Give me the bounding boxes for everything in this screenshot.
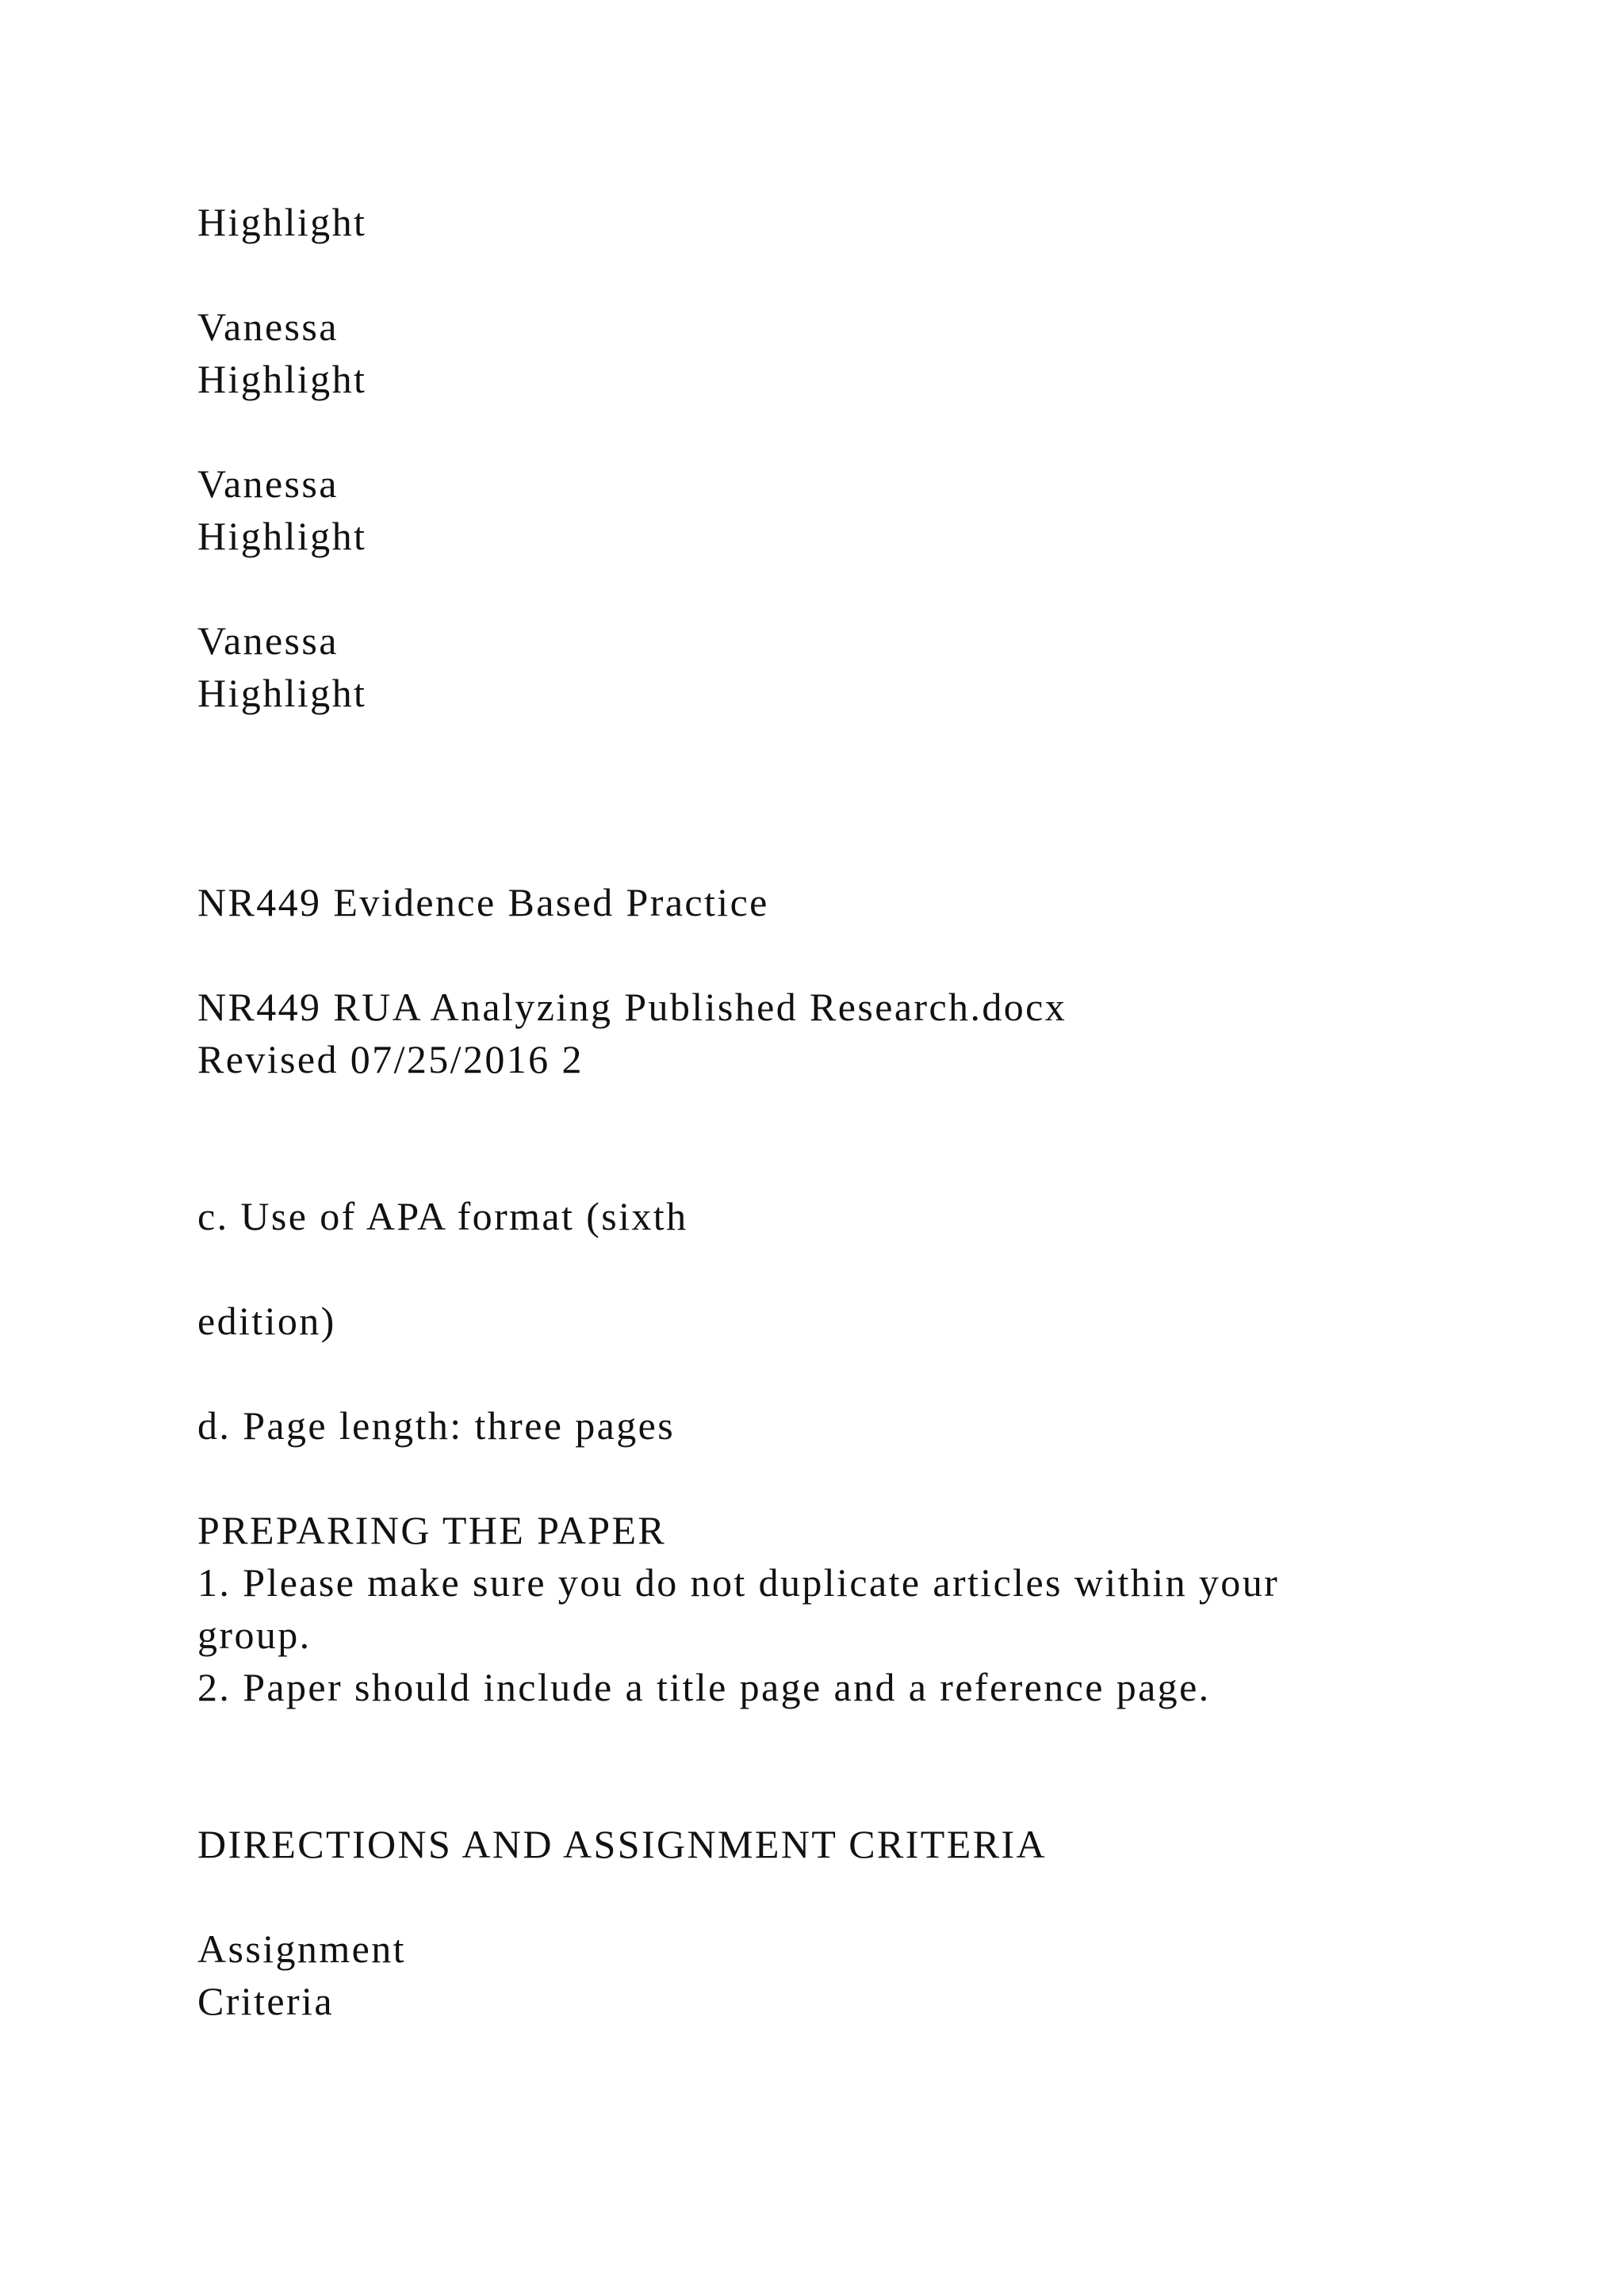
preparing-item-2: 2. Paper should include a title page and a reference page. (197, 1665, 1211, 1709)
annotation-highlight-label: Highlight (197, 514, 367, 558)
preparing-item-1-line-1: 1. Please make sure you do not duplicate articles within your (197, 1560, 1280, 1605)
criteria-column-line-1: Assignment (197, 1927, 406, 1971)
requirement-c-line-1: c. Use of APA format (sixth (197, 1194, 688, 1238)
document-filename: NR449 RUA Analyzing Published Research.docx (197, 985, 1067, 1029)
annotation-highlight-label: Highlight (197, 200, 367, 244)
annotation-author: Vanessa (197, 304, 339, 349)
directions-heading: DIRECTIONS AND ASSIGNMENT CRITERIA (197, 1822, 1048, 1866)
annotation-highlight-label: Highlight (197, 671, 367, 715)
preparing-item-1-line-2: group. (197, 1613, 312, 1657)
requirement-d: d. Page length: three pages (197, 1403, 676, 1448)
annotation-highlight-label: Highlight (197, 357, 367, 401)
revision-date: Revised 07/25/2016 2 (197, 1037, 584, 1081)
criteria-column-line-2: Criteria (197, 1979, 334, 2023)
requirement-c-line-2: edition) (197, 1299, 336, 1343)
preparing-heading: PREPARING THE PAPER (197, 1508, 667, 1552)
annotation-author: Vanessa (197, 618, 339, 663)
annotation-author: Vanessa (197, 461, 339, 506)
course-title: NR449 Evidence Based Practice (197, 880, 769, 924)
